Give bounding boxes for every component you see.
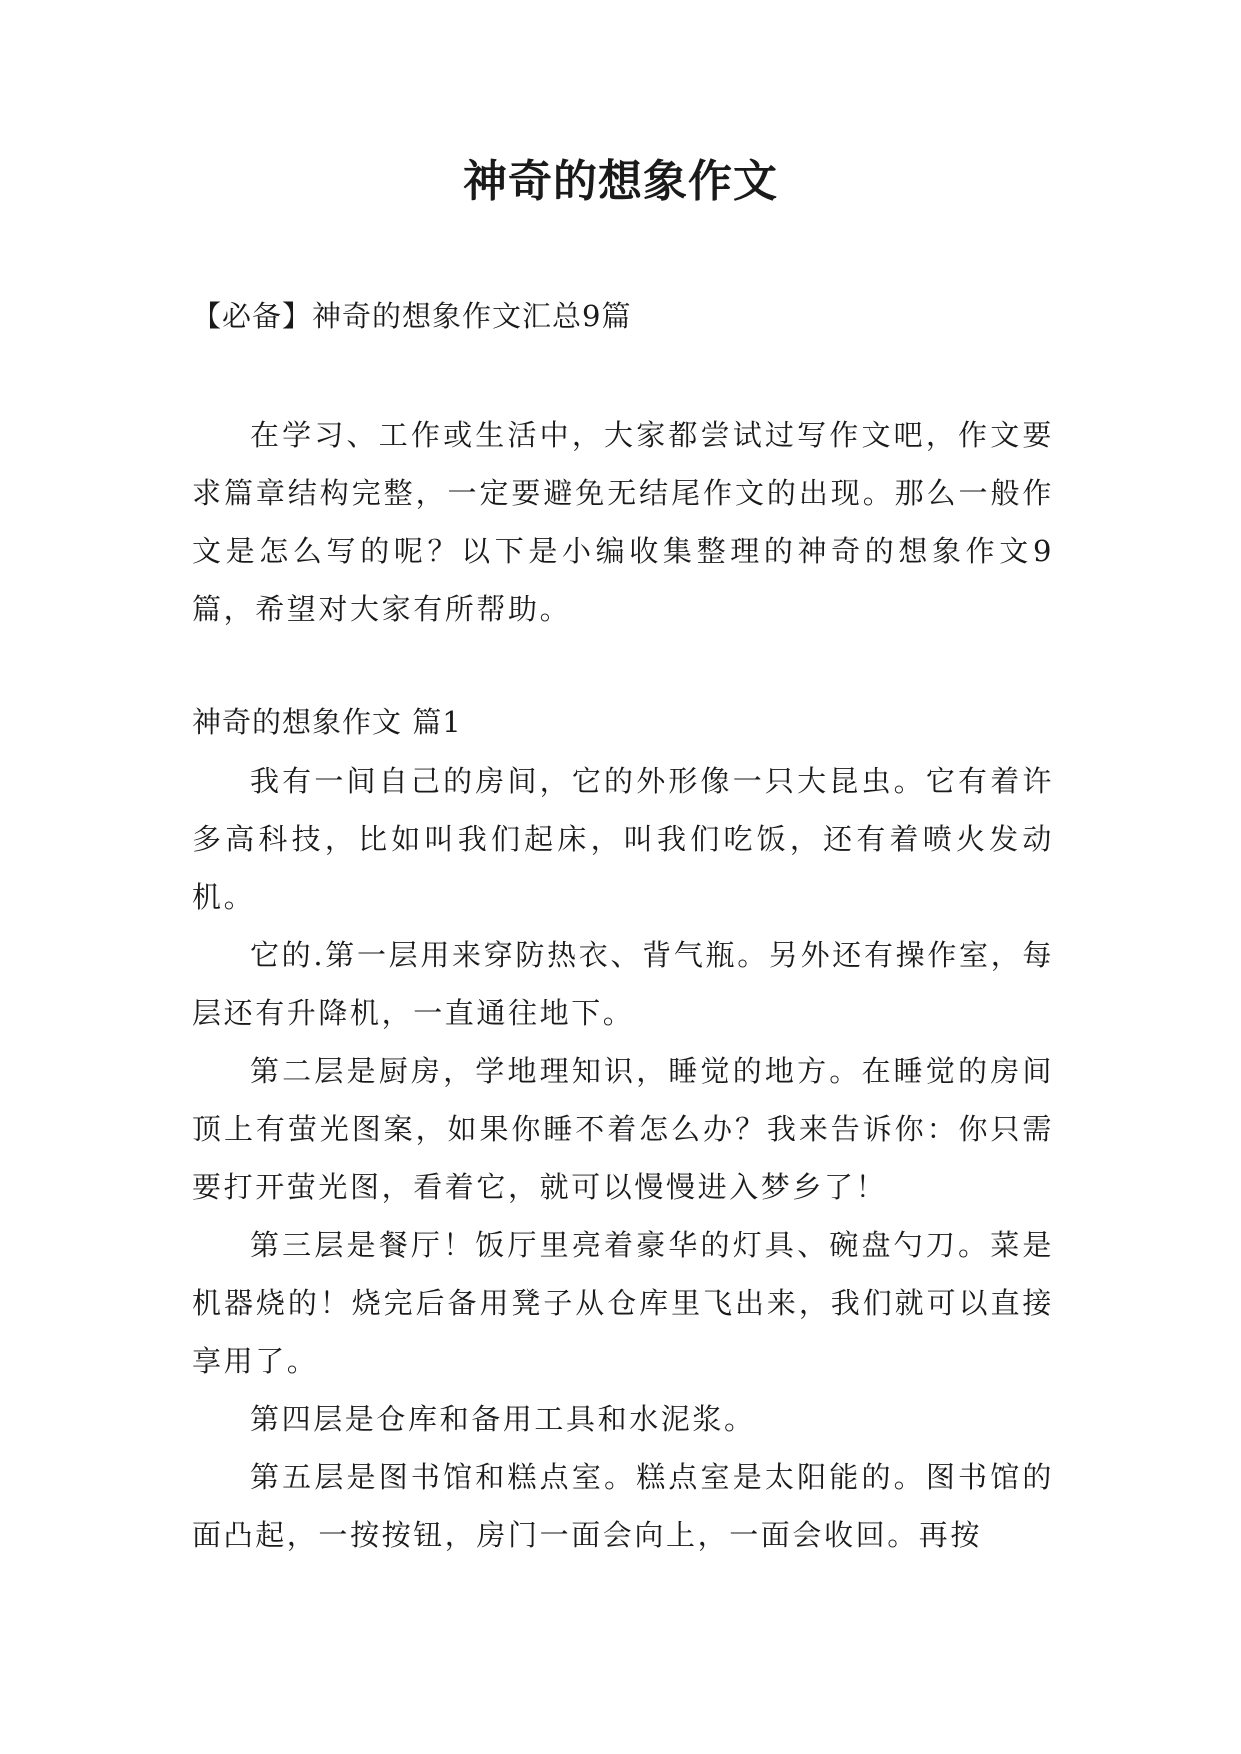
story-paragraph-2: 它的.第一层用来穿防热衣、背气瓶。另外还有操作室，每层还有升降机，一直通往地下。 bbox=[192, 938, 1054, 1030]
document-subtitle: 【必备】神奇的想象作文汇总9篇 bbox=[192, 299, 632, 333]
story-paragraph-4: 第三层是餐厅！饭厅里亮着豪华的灯具、碗盘勺刀。菜是机器烧的！烧完后备用凳子从仓库里飞出来，我们就可以直接享用了。 bbox=[192, 1228, 1054, 1378]
story-paragraph-3: 第二层是厨房，学地理知识，睡觉的地方。在睡觉的房间顶上有萤光图案，如果你睡不着怎么办？我来告诉你：你只需要打开萤光图，看着它，就可以慢慢进入梦乡了！ bbox=[192, 1054, 1054, 1204]
story-paragraph-5: 第四层是仓库和备用工具和水泥浆。 bbox=[250, 1402, 756, 1436]
intro-paragraph: 在学习、工作或生活中，大家都尝试过写作文吧，作文要求篇章结构完整，一定要避免无结尾作文的出现。那么一般作文是怎么写的呢？以下是小编收集整理的神奇的想象作文9篇，希望对大家有所帮助。 bbox=[192, 418, 1054, 626]
story-body bbox=[192, 752, 1054, 1564]
document-title: 神奇的想象作文 bbox=[463, 156, 778, 207]
section-heading: 神奇的想象作文 篇1 bbox=[192, 705, 462, 739]
intro-paragraph-block bbox=[192, 406, 1054, 638]
story-paragraph-6: 第五层是图书馆和糕点室。糕点室是太阳能的。图书馆的面凸起，一按按钮，房门一面会向上，一面会收回。再按 bbox=[192, 1460, 1054, 1552]
story-paragraph-1: 我有一间自己的房间，它的外形像一只大昆虫。它有着许多高科技，比如叫我们起床，叫我们吃饭，还有着喷火发动机。 bbox=[192, 764, 1054, 914]
